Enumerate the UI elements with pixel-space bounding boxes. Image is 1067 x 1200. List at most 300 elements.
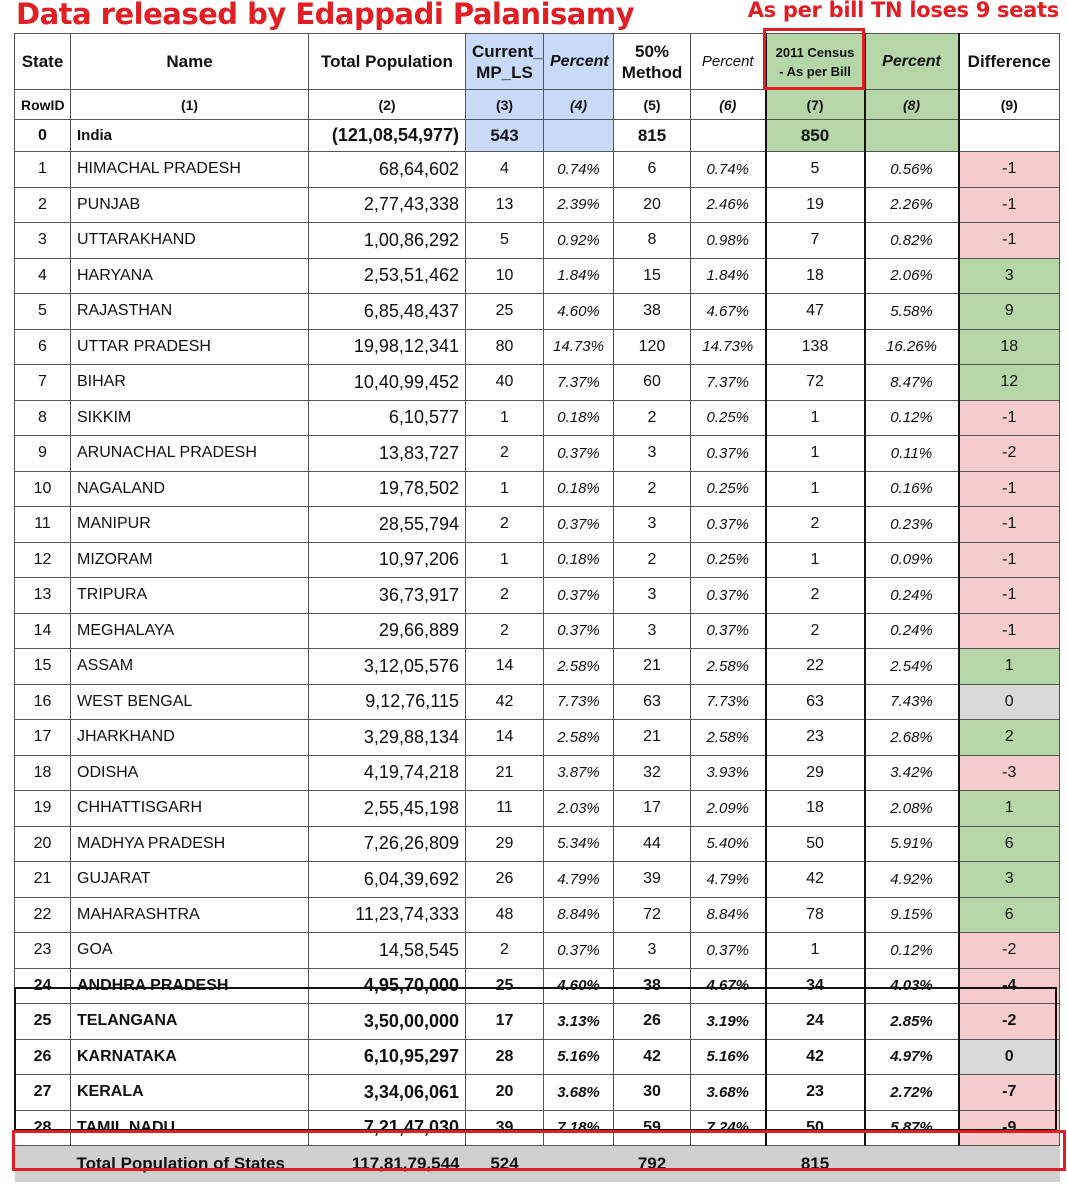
row-50-method: 3 xyxy=(614,578,691,614)
row-name: KARNATAKA xyxy=(71,1039,309,1075)
row-difference: -1 xyxy=(959,542,1060,578)
row-percent-1: 4.60% xyxy=(544,968,614,1004)
table-row xyxy=(15,826,1060,862)
row-percent-1: 0.74% xyxy=(544,152,614,188)
col-header-current-mp xyxy=(466,34,544,90)
row-id: 6 xyxy=(15,329,71,365)
row-percent-3 xyxy=(865,120,959,152)
table-body xyxy=(15,90,1060,1146)
row-difference: 6 xyxy=(959,826,1060,862)
row-current-mp: 25 xyxy=(466,968,544,1004)
row-difference: -3 xyxy=(959,755,1060,791)
row-percent-3: 2.54% xyxy=(865,649,959,685)
table-row xyxy=(15,578,1060,614)
row-name: SIKKIM xyxy=(71,400,309,436)
row-census: 1 xyxy=(766,542,865,578)
row-50-method: 63 xyxy=(614,684,691,720)
row-id: 10 xyxy=(15,471,71,507)
col-header-method-line1: 50% xyxy=(634,41,670,61)
table-row xyxy=(15,187,1060,223)
row-current-mp: 13 xyxy=(466,187,544,223)
row-current-mp: 21 xyxy=(466,755,544,791)
row-percent-2: 4.67% xyxy=(691,968,766,1004)
row-current-mp: 2 xyxy=(466,933,544,969)
row-50-method: 8 xyxy=(614,223,691,259)
row-difference: 6 xyxy=(959,897,1060,933)
row-census: 2 xyxy=(766,507,865,543)
row-current-mp: 29 xyxy=(466,826,544,862)
subheader-cell: (6) xyxy=(691,90,766,120)
row-percent-3: 0.12% xyxy=(865,400,959,436)
row-current-mp: 40 xyxy=(466,365,544,401)
row-population: 4,95,70,000 xyxy=(309,968,466,1004)
row-percent-1: 0.37% xyxy=(544,933,614,969)
row-50-method: 3 xyxy=(614,933,691,969)
total-current-mp: 524 xyxy=(466,1146,544,1182)
row-census: 42 xyxy=(766,1039,865,1075)
table-row xyxy=(15,755,1060,791)
row-id: 14 xyxy=(15,613,71,649)
table-row xyxy=(15,400,1060,436)
row-50-method: 38 xyxy=(614,968,691,1004)
row-id: 20 xyxy=(15,826,71,862)
row-census: 2 xyxy=(766,578,865,614)
row-population: 10,97,206 xyxy=(309,542,466,578)
table-row xyxy=(15,365,1060,401)
col-header-state: State xyxy=(15,34,71,90)
row-id: 21 xyxy=(15,862,71,898)
row-population: 2,77,43,338 xyxy=(309,187,466,223)
row-percent-3: 2.06% xyxy=(865,258,959,294)
row-percent-1: 3.87% xyxy=(544,755,614,791)
row-percent-3: 4.03% xyxy=(865,968,959,1004)
row-population: 2,55,45,198 xyxy=(309,791,466,827)
row-population: 19,78,502 xyxy=(309,471,466,507)
row-percent-2: 0.37% xyxy=(691,507,766,543)
row-census: 5 xyxy=(766,152,865,188)
row-percent-2: 0.37% xyxy=(691,933,766,969)
row-difference: 9 xyxy=(959,294,1060,330)
row-difference: -2 xyxy=(959,933,1060,969)
table-row xyxy=(15,223,1060,259)
row-percent-1: 0.18% xyxy=(544,400,614,436)
row-name: MIZORAM xyxy=(71,542,309,578)
row-percent-1: 1.84% xyxy=(544,258,614,294)
row-50-method: 44 xyxy=(614,826,691,862)
row-percent-2: 0.37% xyxy=(691,436,766,472)
row-current-mp: 2 xyxy=(466,613,544,649)
row-population: 4,19,74,218 xyxy=(309,755,466,791)
row-population: 9,12,76,115 xyxy=(309,684,466,720)
row-census: 18 xyxy=(766,258,865,294)
row-50-method: 2 xyxy=(614,542,691,578)
row-population: 6,10,95,297 xyxy=(309,1039,466,1075)
row-percent-2: 3.93% xyxy=(691,755,766,791)
row-name: NAGALAND xyxy=(71,471,309,507)
row-50-method: 815 xyxy=(614,120,691,152)
row-50-method: 60 xyxy=(614,365,691,401)
row-difference: 3 xyxy=(959,862,1060,898)
row-difference: -1 xyxy=(959,223,1060,259)
subheader-cell: (9) xyxy=(959,90,1060,120)
annotation-headline: As per bill TN loses 9 seats xyxy=(747,0,1059,22)
row-id: 16 xyxy=(15,684,71,720)
row-percent-1: 8.84% xyxy=(544,897,614,933)
row-50-method: 72 xyxy=(614,897,691,933)
subheader-cell: (1) xyxy=(71,90,309,120)
subheader-cell: (2) xyxy=(309,90,466,120)
row-name: TRIPURA xyxy=(71,578,309,614)
row-census: 18 xyxy=(766,791,865,827)
row-population: 6,85,48,437 xyxy=(309,294,466,330)
row-name: JHARKHAND xyxy=(71,720,309,756)
row-percent-3: 2.26% xyxy=(865,187,959,223)
table-row xyxy=(15,258,1060,294)
col-header-census-line1: 2011 Census xyxy=(775,44,855,60)
row-percent-1: 7.18% xyxy=(544,1110,614,1146)
row-id: 22 xyxy=(15,897,71,933)
table-row xyxy=(15,471,1060,507)
row-population: 10,40,99,452 xyxy=(309,365,466,401)
row-current-mp: 42 xyxy=(466,684,544,720)
row-percent-1: 4.79% xyxy=(544,862,614,898)
row-current-mp: 17 xyxy=(466,1004,544,1040)
row-census: 23 xyxy=(766,1075,865,1111)
row-percent-2: 1.84% xyxy=(691,258,766,294)
row-population: 28,55,794 xyxy=(309,507,466,543)
row-population: 3,12,05,576 xyxy=(309,649,466,685)
table-row xyxy=(15,329,1060,365)
row-census: 1 xyxy=(766,471,865,507)
table-row xyxy=(15,152,1060,188)
row-difference: 12 xyxy=(959,365,1060,401)
col-header-percent-3: Percent xyxy=(865,34,959,90)
row-50-method: 30 xyxy=(614,1075,691,1111)
row-percent-1: 5.34% xyxy=(544,826,614,862)
india-row xyxy=(15,120,1060,152)
row-name: UTTAR PRADESH xyxy=(71,329,309,365)
col-header-method-line2: Method xyxy=(621,62,683,82)
row-difference: -7 xyxy=(959,1075,1060,1111)
row-current-mp: 4 xyxy=(466,152,544,188)
row-percent-1: 5.16% xyxy=(544,1039,614,1075)
row-50-method: 21 xyxy=(614,720,691,756)
row-percent-3: 9.15% xyxy=(865,897,959,933)
row-name: ARUNACHAL PRADESH xyxy=(71,436,309,472)
row-percent-3: 0.24% xyxy=(865,613,959,649)
row-census: 29 xyxy=(766,755,865,791)
row-id: 13 xyxy=(15,578,71,614)
col-header-difference: Difference xyxy=(959,34,1060,90)
row-name: CHHATTISGARH xyxy=(71,791,309,827)
row-id: 5 xyxy=(15,294,71,330)
row-50-method: 2 xyxy=(614,471,691,507)
row-census: 50 xyxy=(766,1110,865,1146)
row-percent-3: 4.97% xyxy=(865,1039,959,1075)
row-difference: -2 xyxy=(959,436,1060,472)
total-50-method: 792 xyxy=(614,1146,691,1182)
row-census: 138 xyxy=(766,329,865,365)
subheader-row xyxy=(15,90,1060,120)
row-percent-2: 0.25% xyxy=(691,400,766,436)
row-id: 0 xyxy=(15,120,71,152)
row-population: 19,98,12,341 xyxy=(309,329,466,365)
row-name: KERALA xyxy=(71,1075,309,1111)
row-percent-2: 3.68% xyxy=(691,1075,766,1111)
row-population: 2,53,51,462 xyxy=(309,258,466,294)
seat-allocation-table xyxy=(14,33,1060,1182)
row-50-method: 3 xyxy=(614,436,691,472)
row-percent-2: 0.98% xyxy=(691,223,766,259)
row-name: GOA xyxy=(71,933,309,969)
row-percent-2: 2.46% xyxy=(691,187,766,223)
subheader-cell: (7) xyxy=(766,90,865,120)
row-population: 3,34,06,061 xyxy=(309,1075,466,1111)
row-50-method: 38 xyxy=(614,294,691,330)
row-current-mp: 20 xyxy=(466,1075,544,1111)
table-row xyxy=(15,1075,1060,1111)
row-id: 17 xyxy=(15,720,71,756)
row-percent-2: 2.09% xyxy=(691,791,766,827)
row-difference: -1 xyxy=(959,613,1060,649)
row-percent-1: 0.18% xyxy=(544,471,614,507)
row-50-method: 15 xyxy=(614,258,691,294)
row-census: 72 xyxy=(766,365,865,401)
row-50-method: 39 xyxy=(614,862,691,898)
row-name: ANDHRA PRADESH xyxy=(71,968,309,1004)
row-percent-2: 2.58% xyxy=(691,720,766,756)
row-id: 12 xyxy=(15,542,71,578)
row-percent-1: 7.37% xyxy=(544,365,614,401)
tamil-nadu-highlight xyxy=(12,1130,1066,1171)
row-percent-1: 3.68% xyxy=(544,1075,614,1111)
table-row xyxy=(15,968,1060,1004)
row-50-method: 59 xyxy=(614,1110,691,1146)
table-row xyxy=(15,720,1060,756)
row-50-method: 21 xyxy=(614,649,691,685)
row-id: 27 xyxy=(15,1075,71,1111)
row-census: 7 xyxy=(766,223,865,259)
row-population: 36,73,917 xyxy=(309,578,466,614)
census-column-highlight xyxy=(763,28,865,90)
row-50-method: 6 xyxy=(614,152,691,188)
row-name: WEST BENGAL xyxy=(71,684,309,720)
row-id: 15 xyxy=(15,649,71,685)
header-row xyxy=(15,34,1060,90)
col-header-current-mp-line1: Current_ xyxy=(472,41,543,61)
row-population: 1,00,86,292 xyxy=(309,223,466,259)
row-census: 19 xyxy=(766,187,865,223)
row-census: 850 xyxy=(766,120,865,152)
table-row xyxy=(15,649,1060,685)
row-current-mp: 80 xyxy=(466,329,544,365)
row-50-method: 120 xyxy=(614,329,691,365)
row-percent-2: 7.73% xyxy=(691,684,766,720)
table-row xyxy=(15,1004,1060,1040)
table-row xyxy=(15,294,1060,330)
row-percent-1: 0.37% xyxy=(544,578,614,614)
row-census: 50 xyxy=(766,826,865,862)
row-difference: -1 xyxy=(959,152,1060,188)
row-difference: 2 xyxy=(959,720,1060,756)
row-name: MANIPUR xyxy=(71,507,309,543)
row-percent-1: 0.37% xyxy=(544,613,614,649)
row-50-method: 20 xyxy=(614,187,691,223)
row-50-method: 32 xyxy=(614,755,691,791)
row-percent-3: 5.91% xyxy=(865,826,959,862)
row-percent-3: 0.23% xyxy=(865,507,959,543)
row-census: 24 xyxy=(766,1004,865,1040)
table-row xyxy=(15,542,1060,578)
row-name: PUNJAB xyxy=(71,187,309,223)
row-current-mp: 1 xyxy=(466,400,544,436)
row-name: TAMIL NADU xyxy=(71,1110,309,1146)
row-name: HARYANA xyxy=(71,258,309,294)
row-percent-1: 7.73% xyxy=(544,684,614,720)
row-id: 26 xyxy=(15,1039,71,1075)
row-difference: -4 xyxy=(959,968,1060,1004)
row-population: 29,66,889 xyxy=(309,613,466,649)
row-percent-3: 0.56% xyxy=(865,152,959,188)
row-difference: -1 xyxy=(959,400,1060,436)
row-name: ODISHA xyxy=(71,755,309,791)
row-name: India xyxy=(71,120,309,152)
row-census: 2 xyxy=(766,613,865,649)
row-difference: 0 xyxy=(959,684,1060,720)
row-difference: -1 xyxy=(959,578,1060,614)
row-census: 63 xyxy=(766,684,865,720)
row-id: 2 xyxy=(15,187,71,223)
row-population: 6,10,577 xyxy=(309,400,466,436)
subheader-cell: (5) xyxy=(614,90,691,120)
col-header-census-line2: - As per Bill xyxy=(779,63,851,79)
row-percent-3: 3.42% xyxy=(865,755,959,791)
row-difference: -1 xyxy=(959,187,1060,223)
subheader-cell: RowID xyxy=(15,90,71,120)
row-percent-2: 7.24% xyxy=(691,1110,766,1146)
row-population: 7,21,47,030 xyxy=(309,1110,466,1146)
row-name: HIMACHAL PRADESH xyxy=(71,152,309,188)
row-percent-3: 5.58% xyxy=(865,294,959,330)
row-percent-1: 0.37% xyxy=(544,436,614,472)
row-percent-3: 2.85% xyxy=(865,1004,959,1040)
row-percent-1: 0.92% xyxy=(544,223,614,259)
row-census: 34 xyxy=(766,968,865,1004)
row-name: TELANGANA xyxy=(71,1004,309,1040)
row-difference: 0 xyxy=(959,1039,1060,1075)
row-population: 13,83,727 xyxy=(309,436,466,472)
subheader-cell: (4) xyxy=(544,90,614,120)
row-percent-2: 3.19% xyxy=(691,1004,766,1040)
row-id: 9 xyxy=(15,436,71,472)
row-population: (121,08,54,977) xyxy=(309,120,466,152)
row-percent-1: 0.37% xyxy=(544,507,614,543)
row-difference: -9 xyxy=(959,1110,1060,1146)
row-current-mp: 26 xyxy=(466,862,544,898)
row-percent-2: 14.73% xyxy=(691,329,766,365)
row-current-mp: 11 xyxy=(466,791,544,827)
row-percent-3: 2.68% xyxy=(865,720,959,756)
row-percent-2: 0.37% xyxy=(691,578,766,614)
row-current-mp: 25 xyxy=(466,294,544,330)
row-percent-3: 0.09% xyxy=(865,542,959,578)
row-current-mp: 543 xyxy=(466,120,544,152)
row-population: 3,29,88,134 xyxy=(309,720,466,756)
row-id: 25 xyxy=(15,1004,71,1040)
row-percent-1: 2.03% xyxy=(544,791,614,827)
row-difference xyxy=(959,120,1060,152)
row-50-method: 42 xyxy=(614,1039,691,1075)
row-current-mp: 1 xyxy=(466,471,544,507)
row-population: 3,50,00,000 xyxy=(309,1004,466,1040)
row-percent-1: 2.58% xyxy=(544,720,614,756)
row-percent-3: 0.24% xyxy=(865,578,959,614)
row-current-mp: 28 xyxy=(466,1039,544,1075)
row-percent-2: 0.25% xyxy=(691,542,766,578)
row-current-mp: 10 xyxy=(466,258,544,294)
row-id: 28 xyxy=(15,1110,71,1146)
row-census: 1 xyxy=(766,436,865,472)
row-50-method: 3 xyxy=(614,613,691,649)
row-percent-2: 7.37% xyxy=(691,365,766,401)
row-percent-2: 8.84% xyxy=(691,897,766,933)
row-census: 22 xyxy=(766,649,865,685)
row-difference: -2 xyxy=(959,1004,1060,1040)
row-id: 23 xyxy=(15,933,71,969)
row-difference: -1 xyxy=(959,507,1060,543)
row-name: GUJARAT xyxy=(71,862,309,898)
row-id: 19 xyxy=(15,791,71,827)
row-percent-1: 2.58% xyxy=(544,649,614,685)
total-label: Total Population of States xyxy=(71,1146,309,1182)
row-percent-1: 14.73% xyxy=(544,329,614,365)
row-id: 18 xyxy=(15,755,71,791)
row-percent-2: 0.25% xyxy=(691,471,766,507)
row-percent-3: 0.16% xyxy=(865,471,959,507)
row-id: 8 xyxy=(15,400,71,436)
row-current-mp: 2 xyxy=(466,436,544,472)
col-header-percent-2: Percent xyxy=(691,34,766,90)
row-id: 11 xyxy=(15,507,71,543)
row-percent-2: 5.40% xyxy=(691,826,766,862)
row-id: 3 xyxy=(15,223,71,259)
table-row xyxy=(15,933,1060,969)
table-row xyxy=(15,897,1060,933)
table-row xyxy=(15,791,1060,827)
row-percent-2 xyxy=(691,120,766,152)
row-current-mp: 14 xyxy=(466,649,544,685)
row-current-mp: 1 xyxy=(466,542,544,578)
total-census: 815 xyxy=(766,1146,865,1182)
table-row xyxy=(15,613,1060,649)
col-header-percent-1: Percent xyxy=(544,34,614,90)
row-population: 11,23,74,333 xyxy=(309,897,466,933)
row-percent-2: 4.67% xyxy=(691,294,766,330)
row-id: 7 xyxy=(15,365,71,401)
row-id: 4 xyxy=(15,258,71,294)
row-current-mp: 48 xyxy=(466,897,544,933)
row-name: MADHYA PRADESH xyxy=(71,826,309,862)
row-percent-1: 2.39% xyxy=(544,187,614,223)
col-header-population: Total Population xyxy=(309,34,466,90)
row-difference: 3 xyxy=(959,258,1060,294)
row-current-mp: 2 xyxy=(466,578,544,614)
row-name: MAHARASHTRA xyxy=(71,897,309,933)
row-percent-1: 4.60% xyxy=(544,294,614,330)
row-percent-2: 4.79% xyxy=(691,862,766,898)
row-percent-1: 3.13% xyxy=(544,1004,614,1040)
table-row xyxy=(15,1039,1060,1075)
